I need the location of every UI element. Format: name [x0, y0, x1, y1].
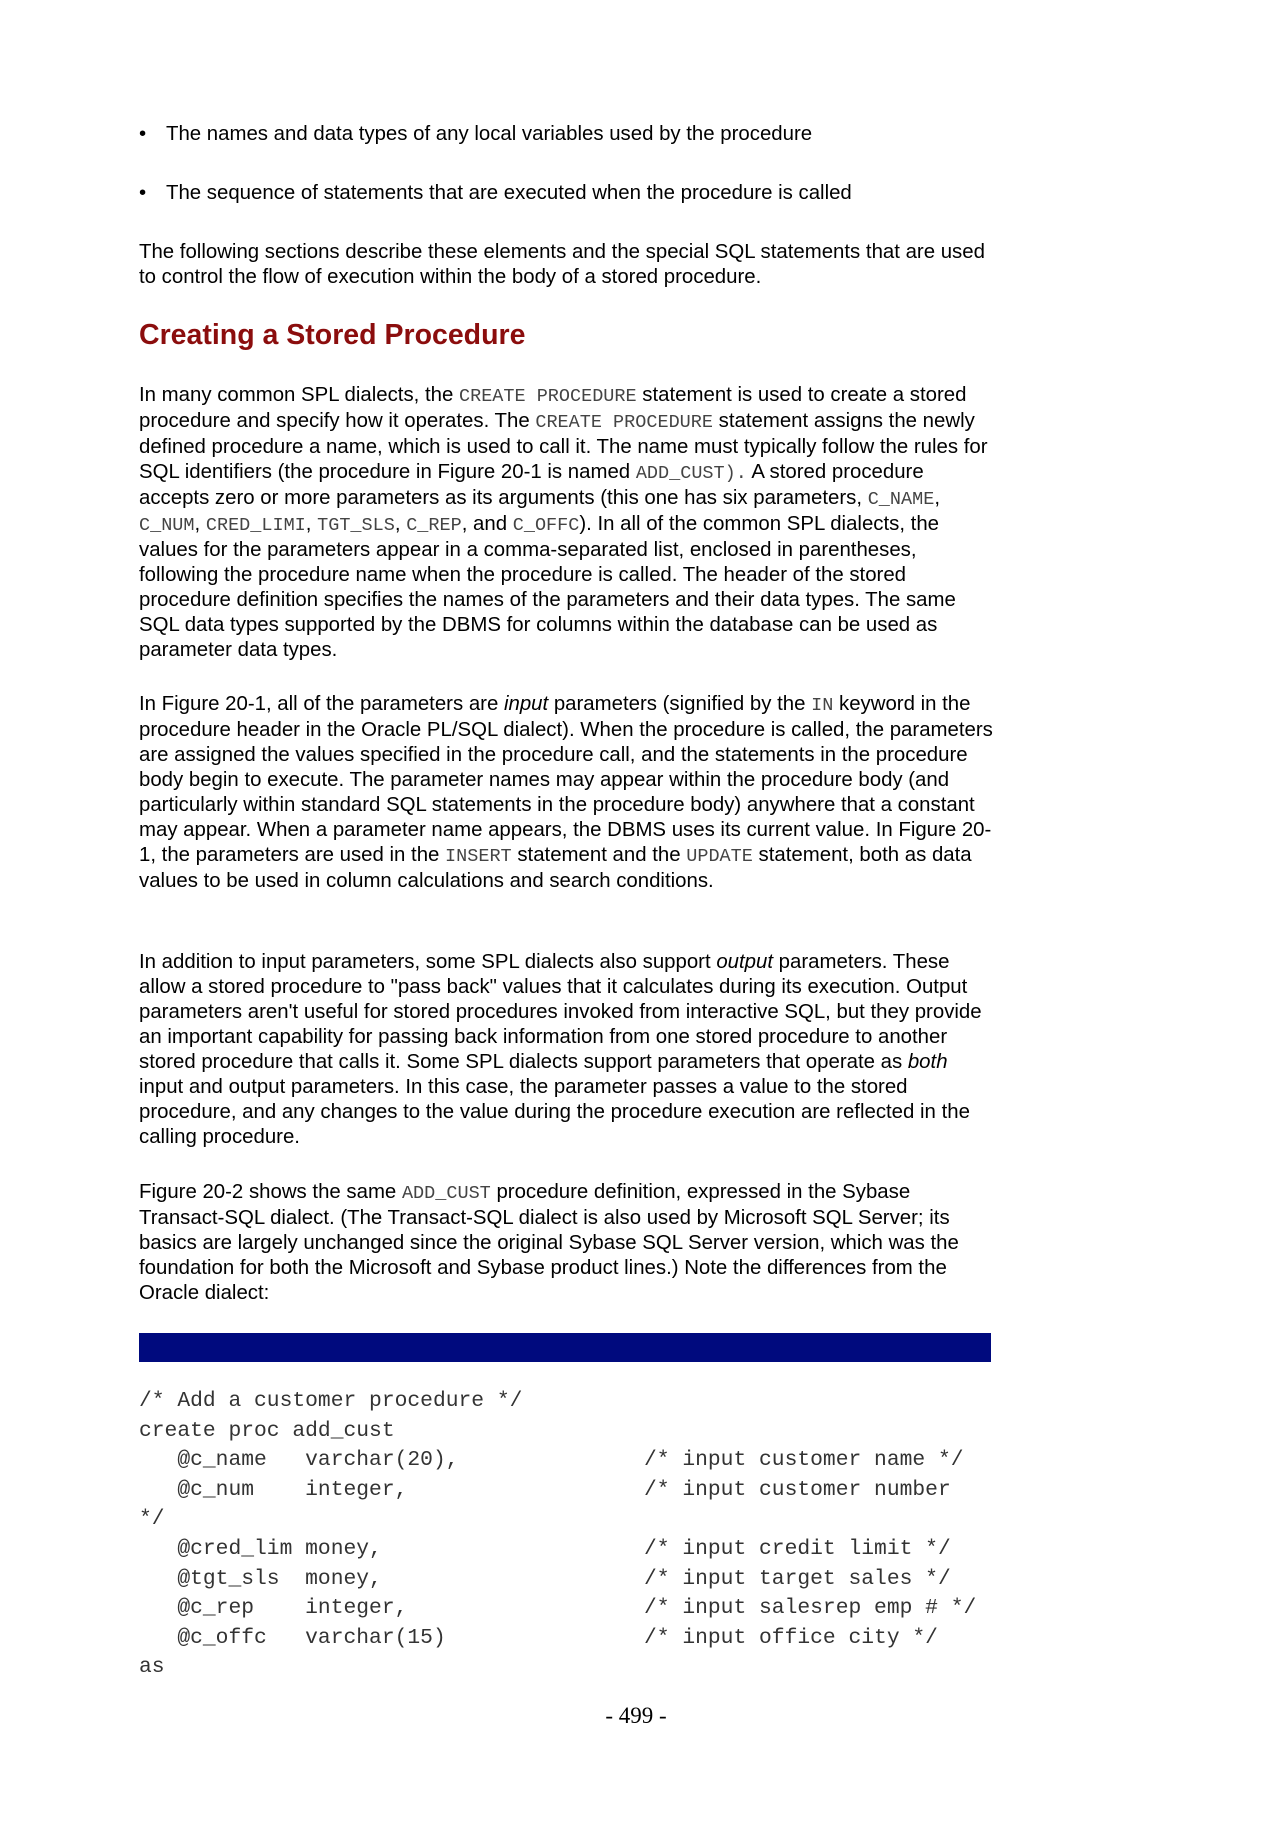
inline-code: ADD_CUST — [401, 1183, 491, 1204]
code-comment: /* input office city */ — [644, 1626, 938, 1650]
page-number: - 499 - — [605, 1703, 667, 1728]
inline-code: C_OFFC — [512, 515, 580, 536]
code-line: @c_num integer, — [139, 1478, 408, 1502]
code-line: @cred_lim money, — [139, 1537, 382, 1561]
inline-code: IN — [811, 695, 834, 716]
paragraph-figure-20-2: Figure 20-2 shows the same ADD_CUST procedure definition, expressed in the Sybase Transact-SQL dialect. (The Transact-SQL dialect is also used by Microsoft SQL Server; its basics are largely unchanged since the original Sybase SQL Server version, which was the foundation for both the Microsoft and Sybase product lines.) Note the differences from the Oracle dialect: — [139, 1181, 959, 1304]
inline-code: ADD_CUST). — [635, 463, 747, 484]
code-line: @c_offc varchar(15) — [139, 1626, 446, 1650]
code-line: */ — [139, 1507, 165, 1531]
inline-code: C_REP — [406, 515, 462, 536]
inline-code: INSERT — [445, 846, 512, 867]
code-comment: /* input target sales */ — [644, 1567, 951, 1591]
inline-code: CRED_LIMI — [205, 515, 306, 536]
code-comment: /* input customer name */ — [644, 1448, 964, 1472]
paragraph-output-parameters: In addition to input parameters, some SPL dialects also support output parameters. These allow a stored procedure to "pass back" values that it calculates during its execution. Output parameters aren't useful for stored procedures invoked from interactive SQL, but they provide an important capability for passing back information from one stored procedure to another stored procedure that calls it. Some SPL dialects support parameters that operate as both input and output parameters. In this case, the parameter passes a value to the stored procedure, and any changes to the value during the procedure execution are reflected in the calling procedure. — [139, 951, 982, 1148]
inline-code: C_NAME — [867, 489, 935, 510]
inline-code: CREATE PROCEDURE — [458, 386, 637, 407]
code-line: @c_name varchar(20), — [139, 1448, 459, 1472]
bullet-marker: • — [139, 123, 147, 145]
intro-paragraph: The following sections describe these elements and the special SQL statements that are used to control the flow of execution within the body of a stored procedure. — [139, 241, 985, 288]
code-line: @c_rep integer, — [139, 1596, 408, 1620]
figure-title-bar — [139, 1333, 991, 1362]
code-line: @tgt_sls money, — [139, 1567, 382, 1591]
bullet-text: The sequence of statements that are executed when the procedure is called — [166, 182, 852, 204]
bullet-text: The names and data types of any local variables used by the procedure — [166, 123, 813, 145]
inline-code: UPDATE — [686, 846, 753, 867]
paragraph-input-parameters: In Figure 20-1, all of the parameters are input parameters (signified by the IN keyword in the procedure header in the Oracle PL/SQL dialect). When the procedure is called, the parameters are assigned the values specified in the procedure call, and the statements in the procedure body begin to execute. The parameter names may appear within the procedure body (and particularly within standard SQL statements in the procedure body) anywhere that a constant may appear. When a parameter name appears, the DBMS uses its current value. In Figure 20-1, the parameters are used in the INSERT statement and the UPDATE statement, both as data values to be used in column calculations and search conditions. — [139, 693, 993, 892]
inline-code: C_NUM — [139, 515, 195, 536]
code-line: /* Add a customer procedure */ — [139, 1389, 523, 1413]
code-listing — [139, 1389, 999, 1821]
paragraph-create-procedure: In many common SPL dialects, the CREATE PROCEDURE statement is used to create a stored procedure and specify how it operates. The CREATE PROCEDURE statement assigns the newly defined procedure a name, which is used to call it. The name must typically follow the rules for SQL identifiers (the procedure in Figure 20-1 is named ADD_CUST). A stored procedure accepts zero or more parameters as its arguments (this one has six parameters, C_NAME, C_NUM, CRED_LIMI, TGT_SLS, C_REP, and C_OFFC). In all of the common SPL dialects, the values for the parameters appear in a comma-separated list, enclosed in parentheses, following the procedure name when the procedure is called. The header of the stored procedure definition specifies the names of the parameters and their data types. The same SQL data types supported by the DBMS for columns within the database can be used as parameter data types. — [139, 384, 988, 661]
code-comment: /* input salesrep emp # */ — [644, 1596, 977, 1620]
inline-code: CREATE PROCEDURE — [535, 412, 713, 433]
inline-code: TGT_SLS — [317, 515, 395, 536]
code-comment: /* input customer number — [644, 1478, 951, 1502]
code-line: as — [139, 1655, 165, 1679]
bullet-marker: • — [139, 182, 147, 204]
code-comment: /* input credit limit */ — [644, 1537, 951, 1561]
code-line: create proc add_cust — [139, 1419, 395, 1443]
section-heading: Creating a Stored Procedure — [139, 319, 526, 351]
